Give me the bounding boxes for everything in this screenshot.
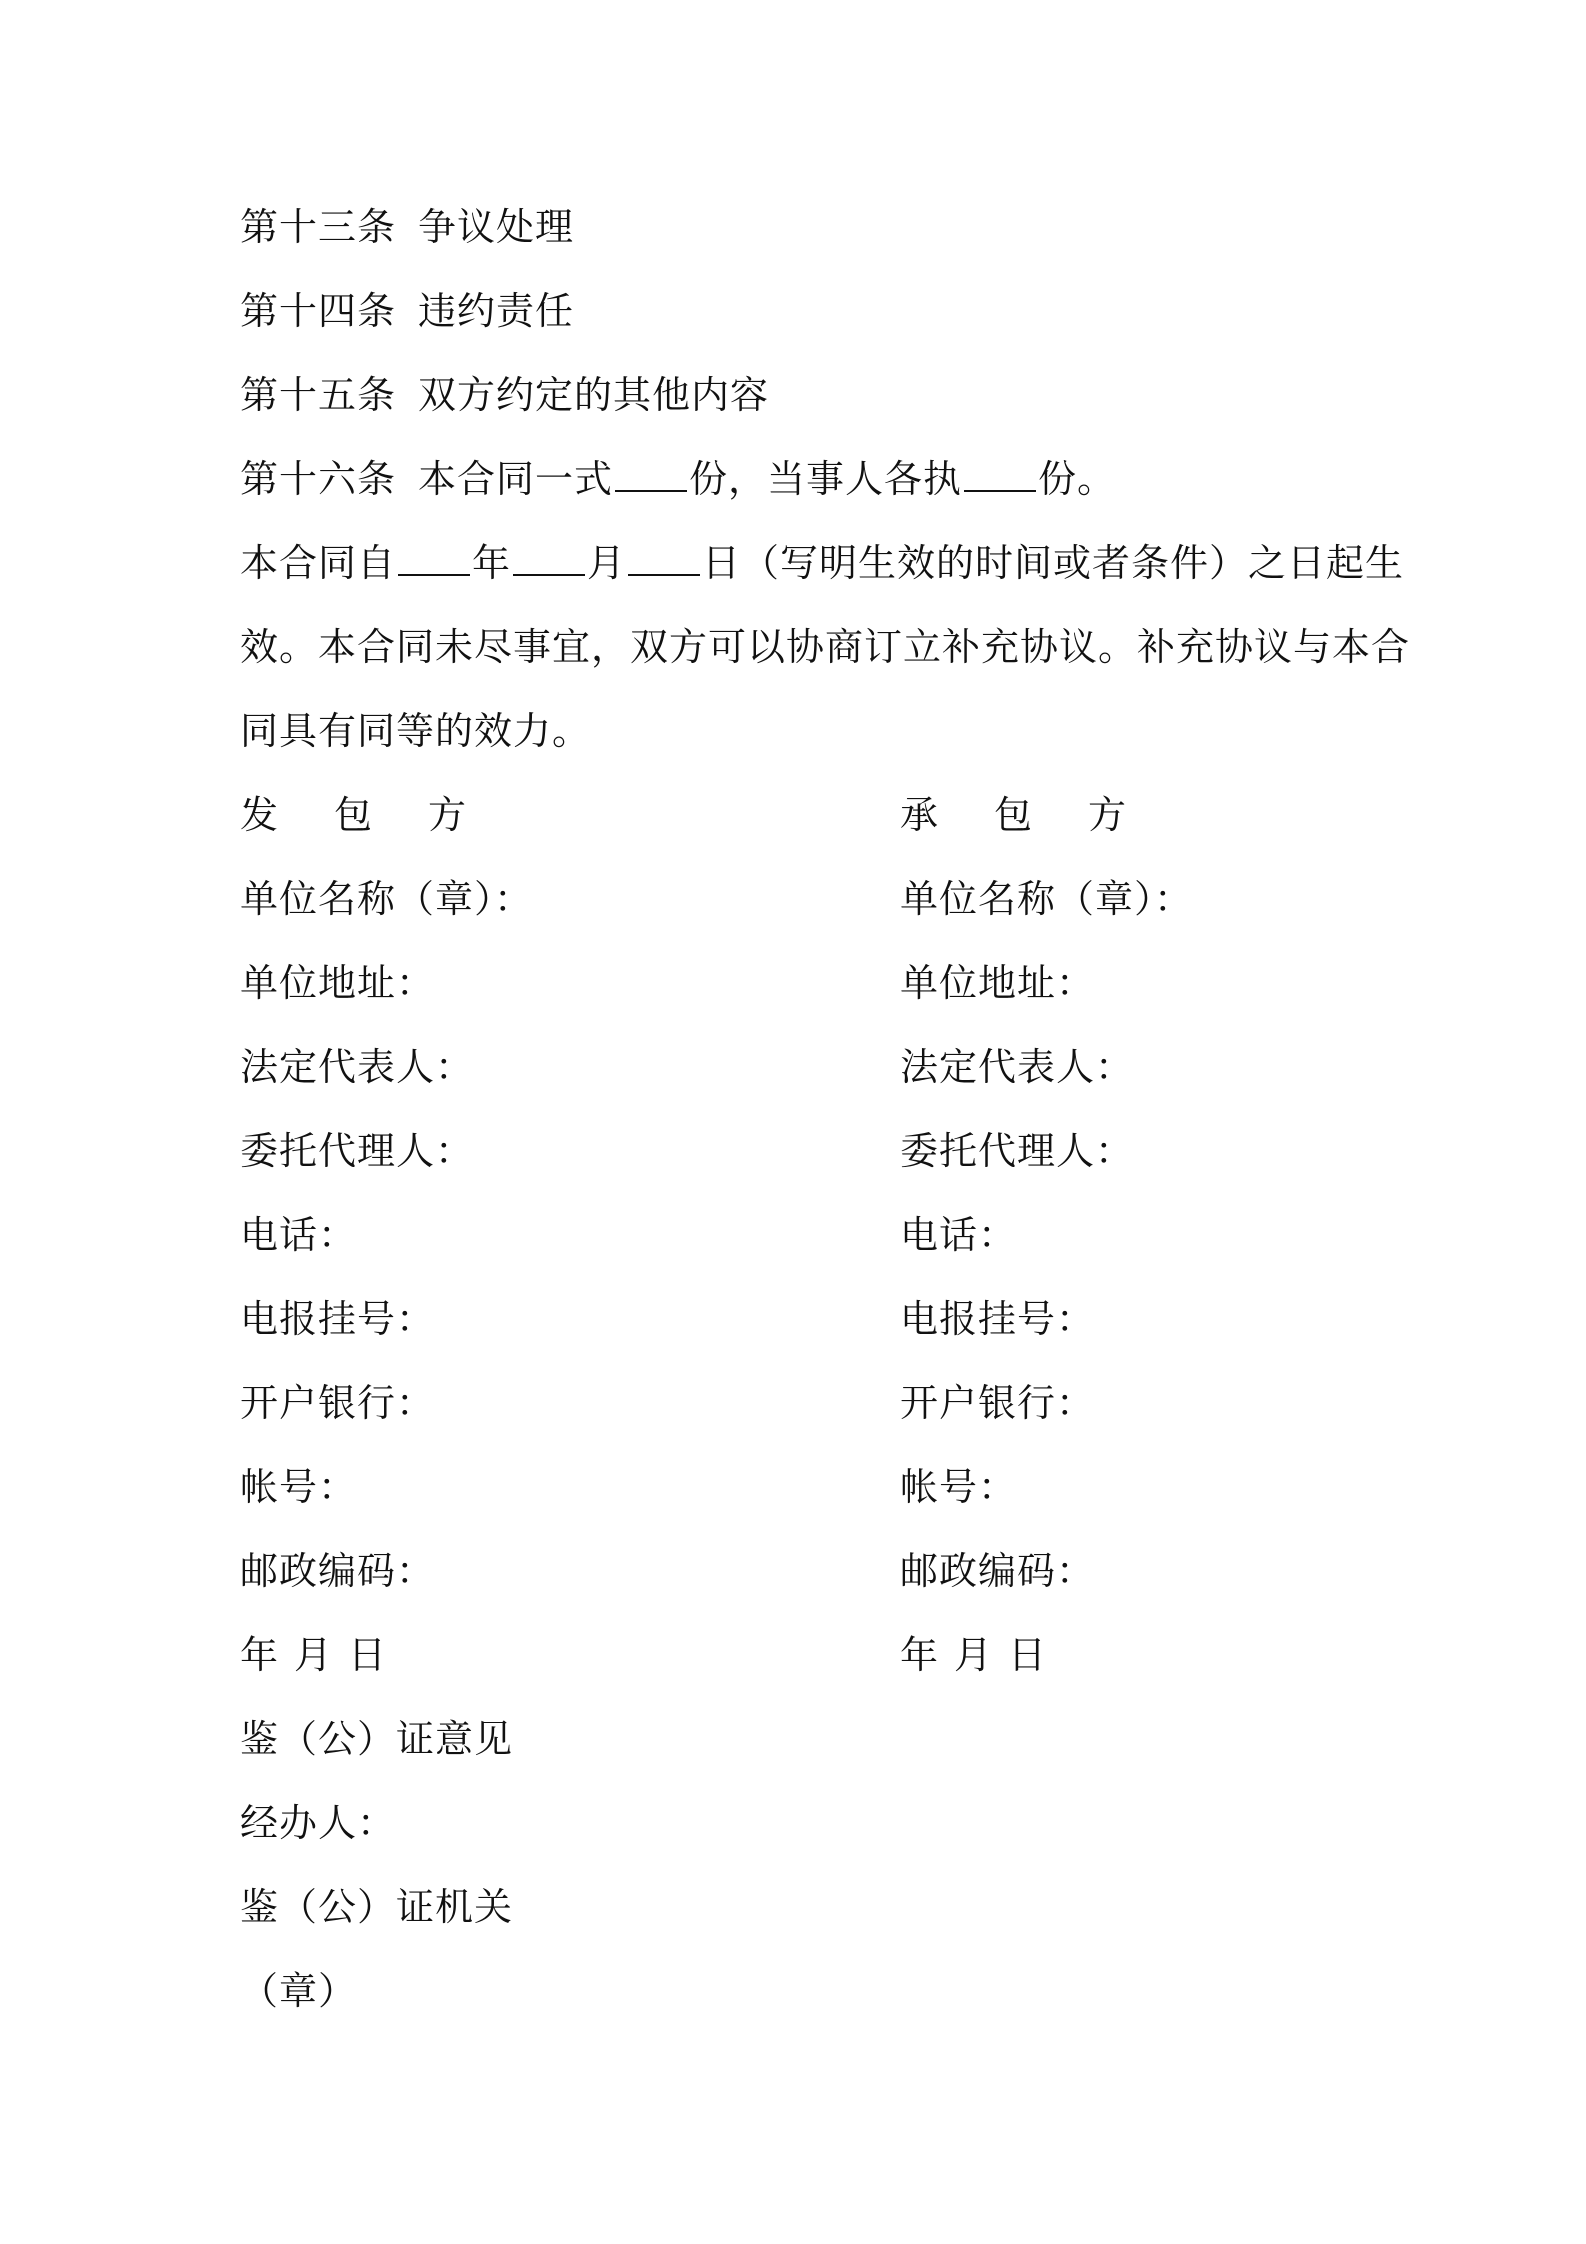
contractor-legal-rep: 法定代表人： (900, 1045, 1135, 1089)
effective-text-1: 本合同自 (240, 541, 397, 585)
contractor-address: 单位地址： (900, 961, 1096, 1005)
employer-legal-rep: 法定代表人： (240, 1045, 475, 1089)
article-title: 违约责任 (418, 289, 575, 333)
employer-address: 单位地址： (240, 961, 436, 1005)
notary-opinion: 鉴（公）证意见 (240, 1717, 514, 1761)
contractor-date: 年 月 日 (900, 1633, 1048, 1677)
article-13 (240, 203, 574, 251)
employer-postcode: 邮政编码： (240, 1549, 436, 1593)
article16-text-3: 份。 (1038, 457, 1117, 501)
article-14 (240, 287, 574, 335)
article-number: 第十五条 (240, 373, 397, 417)
month-label: 月 (587, 541, 627, 585)
month-blank (513, 544, 585, 576)
year-label: 年 (472, 541, 512, 585)
day-blank (628, 544, 700, 576)
article16-text-1: 本合同一式 (418, 457, 614, 501)
article16-text-2: 份，当事人各执 (689, 457, 963, 501)
article-title: 争议处理 (418, 205, 575, 249)
employer-telegraph: 电报挂号： (240, 1297, 436, 1341)
article-number: 第十三条 (240, 205, 397, 249)
contractor-postcode: 邮政编码： (900, 1549, 1096, 1593)
contractor-unit-name: 单位名称（章）： (900, 877, 1194, 921)
employer-bank: 开户银行： (240, 1381, 436, 1425)
contractor-title: 承 包 方 (900, 793, 1128, 837)
article-number: 第十六条 (240, 457, 397, 501)
contractor-bank: 开户银行： (900, 1381, 1096, 1425)
employer-account: 帐号： (240, 1465, 358, 1509)
article-title: 双方约定的其他内容 (418, 373, 770, 417)
contractor-telegraph: 电报挂号： (900, 1297, 1096, 1341)
notary-handler: 经办人： (240, 1801, 397, 1845)
effective-text-2: 日（写明生效的时间或者条件）之日起生 (702, 541, 1405, 585)
employer-title: 发 包 方 (240, 793, 468, 837)
employer-unit-name: 单位名称（章）： (240, 877, 534, 921)
employer-agent: 委托代理人： (240, 1129, 475, 1173)
copies-blank (615, 460, 687, 492)
article-number: 第十四条 (240, 289, 397, 333)
effective-line-3: 同具有同等的效力。 (240, 709, 592, 753)
contractor-agent: 委托代理人： (900, 1129, 1135, 1173)
article-16 (240, 455, 1116, 503)
contractor-phone: 电话： (900, 1213, 1018, 1257)
contractor-account: 帐号： (900, 1465, 1018, 1509)
notary-seal: （章） (240, 1969, 358, 2013)
each-holds-blank (964, 460, 1036, 492)
employer-date: 年 月 日 (240, 1633, 388, 1677)
article-15 (240, 371, 769, 419)
year-blank (398, 544, 470, 576)
notary-authority: 鉴（公）证机关 (240, 1885, 514, 1929)
employer-phone: 电话： (240, 1213, 358, 1257)
effective-line-2: 效。本合同未尽事宜，双方可以协商订立补充协议。补充协议与本合 (240, 625, 1411, 669)
effective-line-1 (240, 539, 1404, 587)
